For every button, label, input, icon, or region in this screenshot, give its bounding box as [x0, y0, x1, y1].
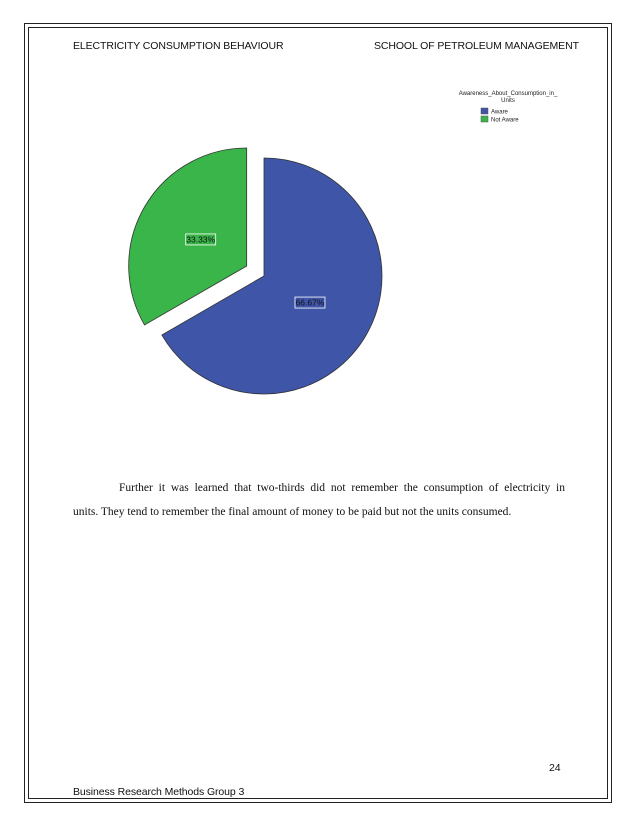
header-title-right: SCHOOL OF PETROLEUM MANAGEMENT [374, 40, 579, 52]
slice-value-label-1: 33.33% [186, 234, 216, 245]
legend-swatch-aware [481, 108, 488, 114]
pie-slices [129, 148, 382, 394]
page-number: 24 [549, 762, 561, 774]
body-paragraph-line2: units. They tend to remember the final amount of money to be paid but not the units consumed. [73, 506, 512, 518]
header-title-left: ELECTRICITY CONSUMPTION BEHAVIOUR [73, 40, 284, 52]
legend-title-line2: Units [501, 98, 515, 104]
body-paragraph [73, 476, 565, 524]
legend-label-aware: Aware [491, 109, 508, 116]
body-paragraph-line1: Further it was learned that two-thirds did not remember the consumption of electricity in [119, 482, 565, 494]
legend-swatch-not-aware [481, 116, 488, 122]
slice-value-label-0: 66.67% [295, 297, 325, 308]
legend-label-not-aware: Not Aware [491, 117, 519, 124]
legend-title-line1: Awareness_About_Consumption_in_ [458, 91, 558, 97]
footer-text: Business Research Methods Group 3 [73, 786, 245, 798]
chart-legend [459, 91, 558, 124]
